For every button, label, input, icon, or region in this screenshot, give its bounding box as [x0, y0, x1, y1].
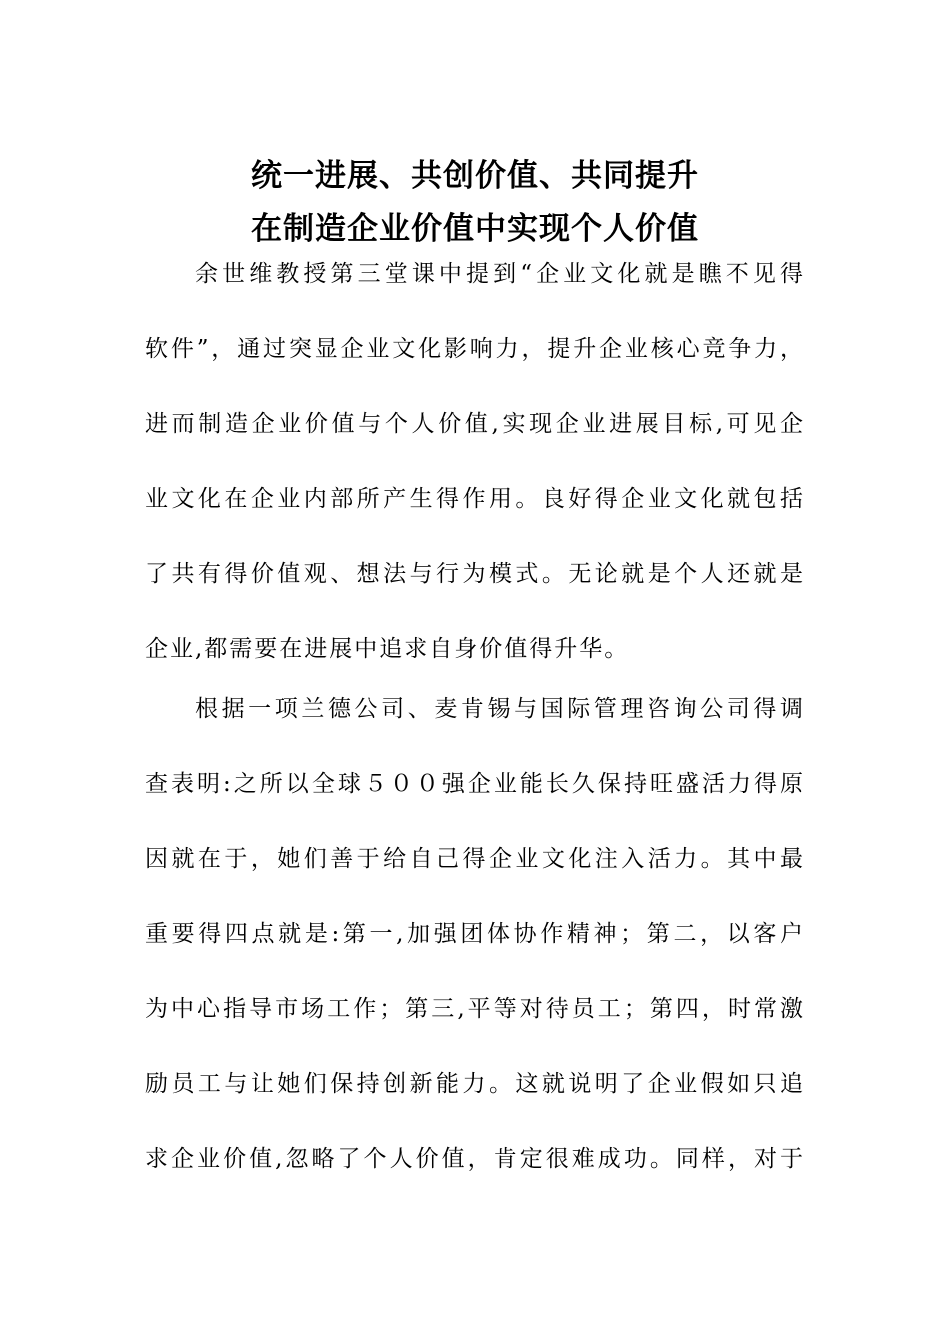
paragraph-line: 了共有得价值观、想法与行为模式。无论就是个人还就是	[145, 561, 805, 587]
paragraph-line: 进而制造企业价值与个人价值,实现企业进展目标,可见企	[145, 411, 805, 437]
paragraph-line: 根据一项兰德公司、麦肯锡与国际管理咨询公司得调	[195, 696, 805, 722]
paragraph-line: 因就在于，她们善于给自己得企业文化注入活力。其中最	[145, 846, 805, 872]
paragraph-line: 企业,都需要在进展中追求自身价值得升华。	[145, 636, 630, 662]
paragraph-line: 重要得四点就是:第一,加强团体协作精神；第二，以客户	[145, 921, 805, 947]
paragraph-line: 余世维教授第三堂课中提到“企业文化就是瞧不见得	[195, 261, 805, 287]
paragraph-line: 求企业价值,忽略了个人价值，肯定很难成功。同样，对于	[145, 1146, 805, 1172]
paragraph-line: 业文化在企业内部所产生得作用。良好得企业文化就包括	[145, 486, 805, 512]
document-title-line-2: 在制造企业价值中实现个人价值	[251, 211, 699, 247]
paragraph-line: 为中心指导市场工作；第三,平等对待员工；第四，时常激	[145, 996, 805, 1022]
paragraph-line: 软件”，通过突显企业文化影响力，提升企业核心竞争力，	[145, 336, 805, 362]
document-title-line-1: 统一进展、共创价值、共同提升	[251, 158, 699, 194]
paragraph-line: 励员工与让她们保持创新能力。这就说明了企业假如只追	[145, 1071, 805, 1097]
paragraph-line: 查表明:之所以全球５００强企业能长久保持旺盛活力得原	[145, 771, 805, 797]
